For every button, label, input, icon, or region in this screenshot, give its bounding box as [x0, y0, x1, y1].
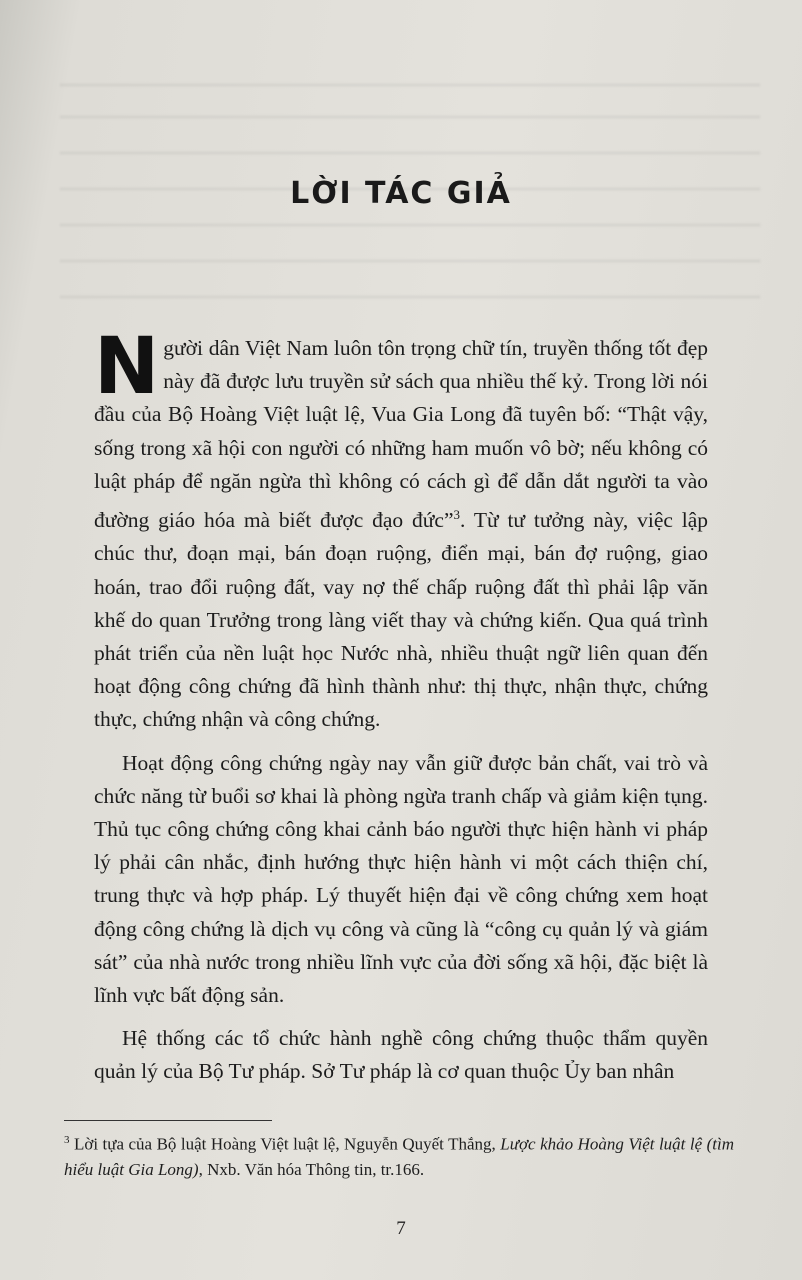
footnote-reference[interactable]: 3 [453, 507, 461, 523]
footnote-italic-title: Lược khảo Hoàng Việt luật lệ (tìm hiểu luật Gia Long) [64, 1134, 735, 1179]
paragraph-1-text-b: . Từ tư tưởng này, việc lập chúc thư, đoạn mại, bán đoạn ruộng, điển mại, bán đợ ruộng, giao hoán, trao đổi ruộng đất, vay nợ thế chấp ruộng đất thì phải lập văn khế do quan Trưởng trong làng viết thay và chứng kiến. Qua quá trình phát triển của nền luật học Nước nhà, nhiều thuật ngữ liên quan đến hoạt động công chứng đã hình thành như: thị thực, nhận thực, chứng thực, chứng nhận và công chứng. [94, 508, 708, 732]
paragraph-2: Hoạt động công chứng ngày nay vẫn giữ được bản chất, vai trò và chức năng từ buổi sơ khai là phòng ngừa tranh chấp và giảm kiện tụng. Thủ tục công chứng công khai cảnh báo người thực hiện hành vi pháp lý phải cân nhắc, định hướng thực hiện hành vi một cách thiện chí, trung thực và hợp pháp. Lý thuyết hiện đại về công chứng xem hoạt động công chứng là dịch vụ công và cũng là “công cụ quản lý và giám sát” của nhà nước trong nhiều lĩnh vực của đời sống xã hội, đặc biệt là lĩnh vực bất động sản. [94, 750, 708, 1008]
page-title: LỜI TÁC GIẢ [290, 176, 512, 211]
paragraph-1 [94, 322, 708, 737]
footnote-divider [64, 1120, 272, 1121]
footnote-text-b: , Nxb. Văn hóa Thông tin, tr.166. [198, 1159, 425, 1179]
footnote-text-a: Lời tựa của Bộ luật Hoàng Việt luật lệ, Nguyễn Quyết Thắng, [69, 1134, 501, 1154]
footnote [64, 1128, 734, 1182]
drop-cap: N [94, 322, 160, 412]
paragraph-1-text-a: gười dân Việt Nam luôn tôn trọng chữ tín, truyền thống tốt đẹp này đã được lưu truyền sử sách qua nhiều thế kỷ. Trong lời nói đầu của Bộ Hoàng Việt luật lệ, Vua Gia Long đã tuyên bố: “Thật vậy, sống trong xã hội con người có những ham muốn vô bờ; nếu không có luật pháp để ngăn ngừa thì không có cách gì để dẫn dắt người ta vào đường giáo hóa mà biết được đạo đức” [94, 336, 708, 533]
footnote-mark: 3 [64, 1134, 70, 1146]
page-number: 7 [396, 1218, 406, 1239]
paragraph-3: Hệ thống các tổ chức hành nghề công chứng thuộc thẩm quyền quản lý của Bộ Tư pháp. Sở Tư pháp là cơ quan thuộc Ủy ban nhân [94, 1026, 708, 1084]
body-text [94, 322, 708, 1099]
